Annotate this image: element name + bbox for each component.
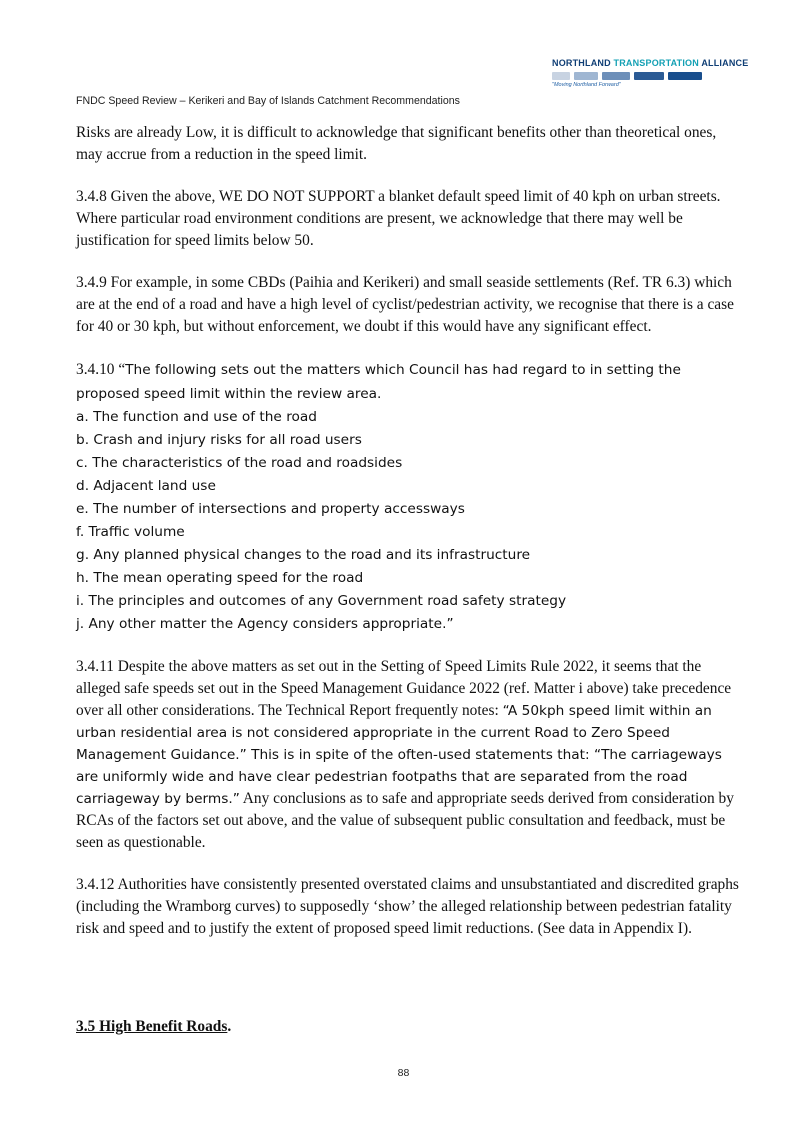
page-number: 88 [397, 1067, 410, 1079]
paragraph-3-4-10-text: The following sets out the matters which Council has had regard to in setting the proposed speed limit within the review area. [76, 362, 681, 402]
section-heading-text: 3.5 High Benefit Roads [76, 1018, 228, 1035]
paragraph-3-4-10-number: 3.4.10 “ [76, 361, 126, 378]
list-item: h. The mean operating speed for the road [76, 570, 364, 586]
logo-title-part1: NORTHLAND [552, 58, 614, 68]
paragraph-3-4-11-part-c: Any conclusions as to safe and appropriate seeds derived from consideration by RCAs of the factors set out above, and the value of subsequent public consultation and feedback, must be seen as questionable. [76, 790, 734, 851]
running-header: FNDC Speed Review – Kerikeri and Bay of Islands Catchment Recommendations [76, 95, 460, 107]
paragraph-3-4-10 [76, 358, 742, 636]
partner-logos [552, 70, 724, 82]
paragraph-3-4-12: 3.4.12 Authorities have consistently presented overstated claims and unsubstantiated and discredited graphs (including the Wramborg curves) to supposedly ‘show’ the alleged relationship between pedestrian fatality risk and speed and to justify the extent of proposed speed limit reductions. (See data in Appendix I). [76, 876, 739, 937]
partner-logo-icon [602, 72, 630, 80]
body-content [76, 122, 742, 960]
paragraph-3-4-11 [76, 656, 742, 854]
paragraph-3-4-9: 3.4.9 For example, in some CBDs (Paihia and Kerikeri) and small seaside settlements (Ref. TR 6.3) which are at the end of a road and have a high level of cyclist/pedestrian activity, we recognise that there is a case for 40 or 30 kph, but without enforcement, we doubt if this would have any significant effect. [76, 274, 734, 335]
logo-title [552, 58, 748, 68]
section-heading-3-5 [76, 1018, 231, 1036]
northland-transportation-alliance-logo [550, 58, 749, 94]
logo-title-part3: ALLIANCE [698, 58, 749, 68]
matters-list [76, 406, 742, 636]
paragraph-3-4-10-intro [76, 358, 742, 406]
paragraph-3-4-8: 3.4.8 Given the above, WE DO NOT SUPPORT a blanket default speed limit of 40 kph on urban streets. Where particular road environment conditions are present, we acknowledge that there may well be justification for speed limits below 50. [76, 188, 721, 249]
list-item: a. The function and use of the road [76, 409, 317, 425]
paragraph-3-4-11-part-a: 3.4.11 Despite the above matters as set out in the Setting of Speed Limits Rule 2022, it seems that the alleged safe speeds set out in the Speed Management Guidance 2022 (ref. Matter i above) take precedence over all other considerations. The Technical Report frequently notes: [76, 658, 732, 719]
section-heading-suffix: . [227, 1018, 232, 1035]
partner-logo-icon [668, 72, 702, 80]
paragraph-3-4-11-quote: “A 50kph speed limit within an urban residential area is not considered appropriate in the current Road to Zero Speed Management Guidance.” This is in spite of the often-used statements that: “The carriageways are uniformly wide and have clear pedestrian footpaths that are separated from the road carriageway by berms.” [76, 703, 722, 807]
partner-logo-icon [574, 72, 598, 80]
list-item: d. Adjacent land use [76, 478, 216, 494]
list-item: f. Traffic volume [76, 524, 185, 540]
logo-title-part2: TRANSPORTATION [613, 58, 699, 68]
partner-logo-icon [552, 72, 570, 80]
logo-tagline: "Moving Northland Forward" [552, 82, 621, 88]
list-item: g. Any planned physical changes to the road and its infrastructure [76, 547, 531, 563]
partner-logo-icon [634, 72, 664, 80]
list-item: c. The characteristics of the road and roadsides [76, 455, 403, 471]
list-item: e. The number of intersections and property accessways [76, 501, 465, 517]
paragraph-continuation: Risks are already Low, it is difficult to acknowledge that significant benefits other than theoretical ones, may accrue from a reduction in the speed limit. [76, 124, 717, 163]
list-item: i. The principles and outcomes of any Government road safety strategy [76, 593, 567, 609]
list-item: b. Crash and injury risks for all road users [76, 432, 362, 448]
list-item: j. Any other matter the Agency considers appropriate.” [76, 616, 454, 632]
